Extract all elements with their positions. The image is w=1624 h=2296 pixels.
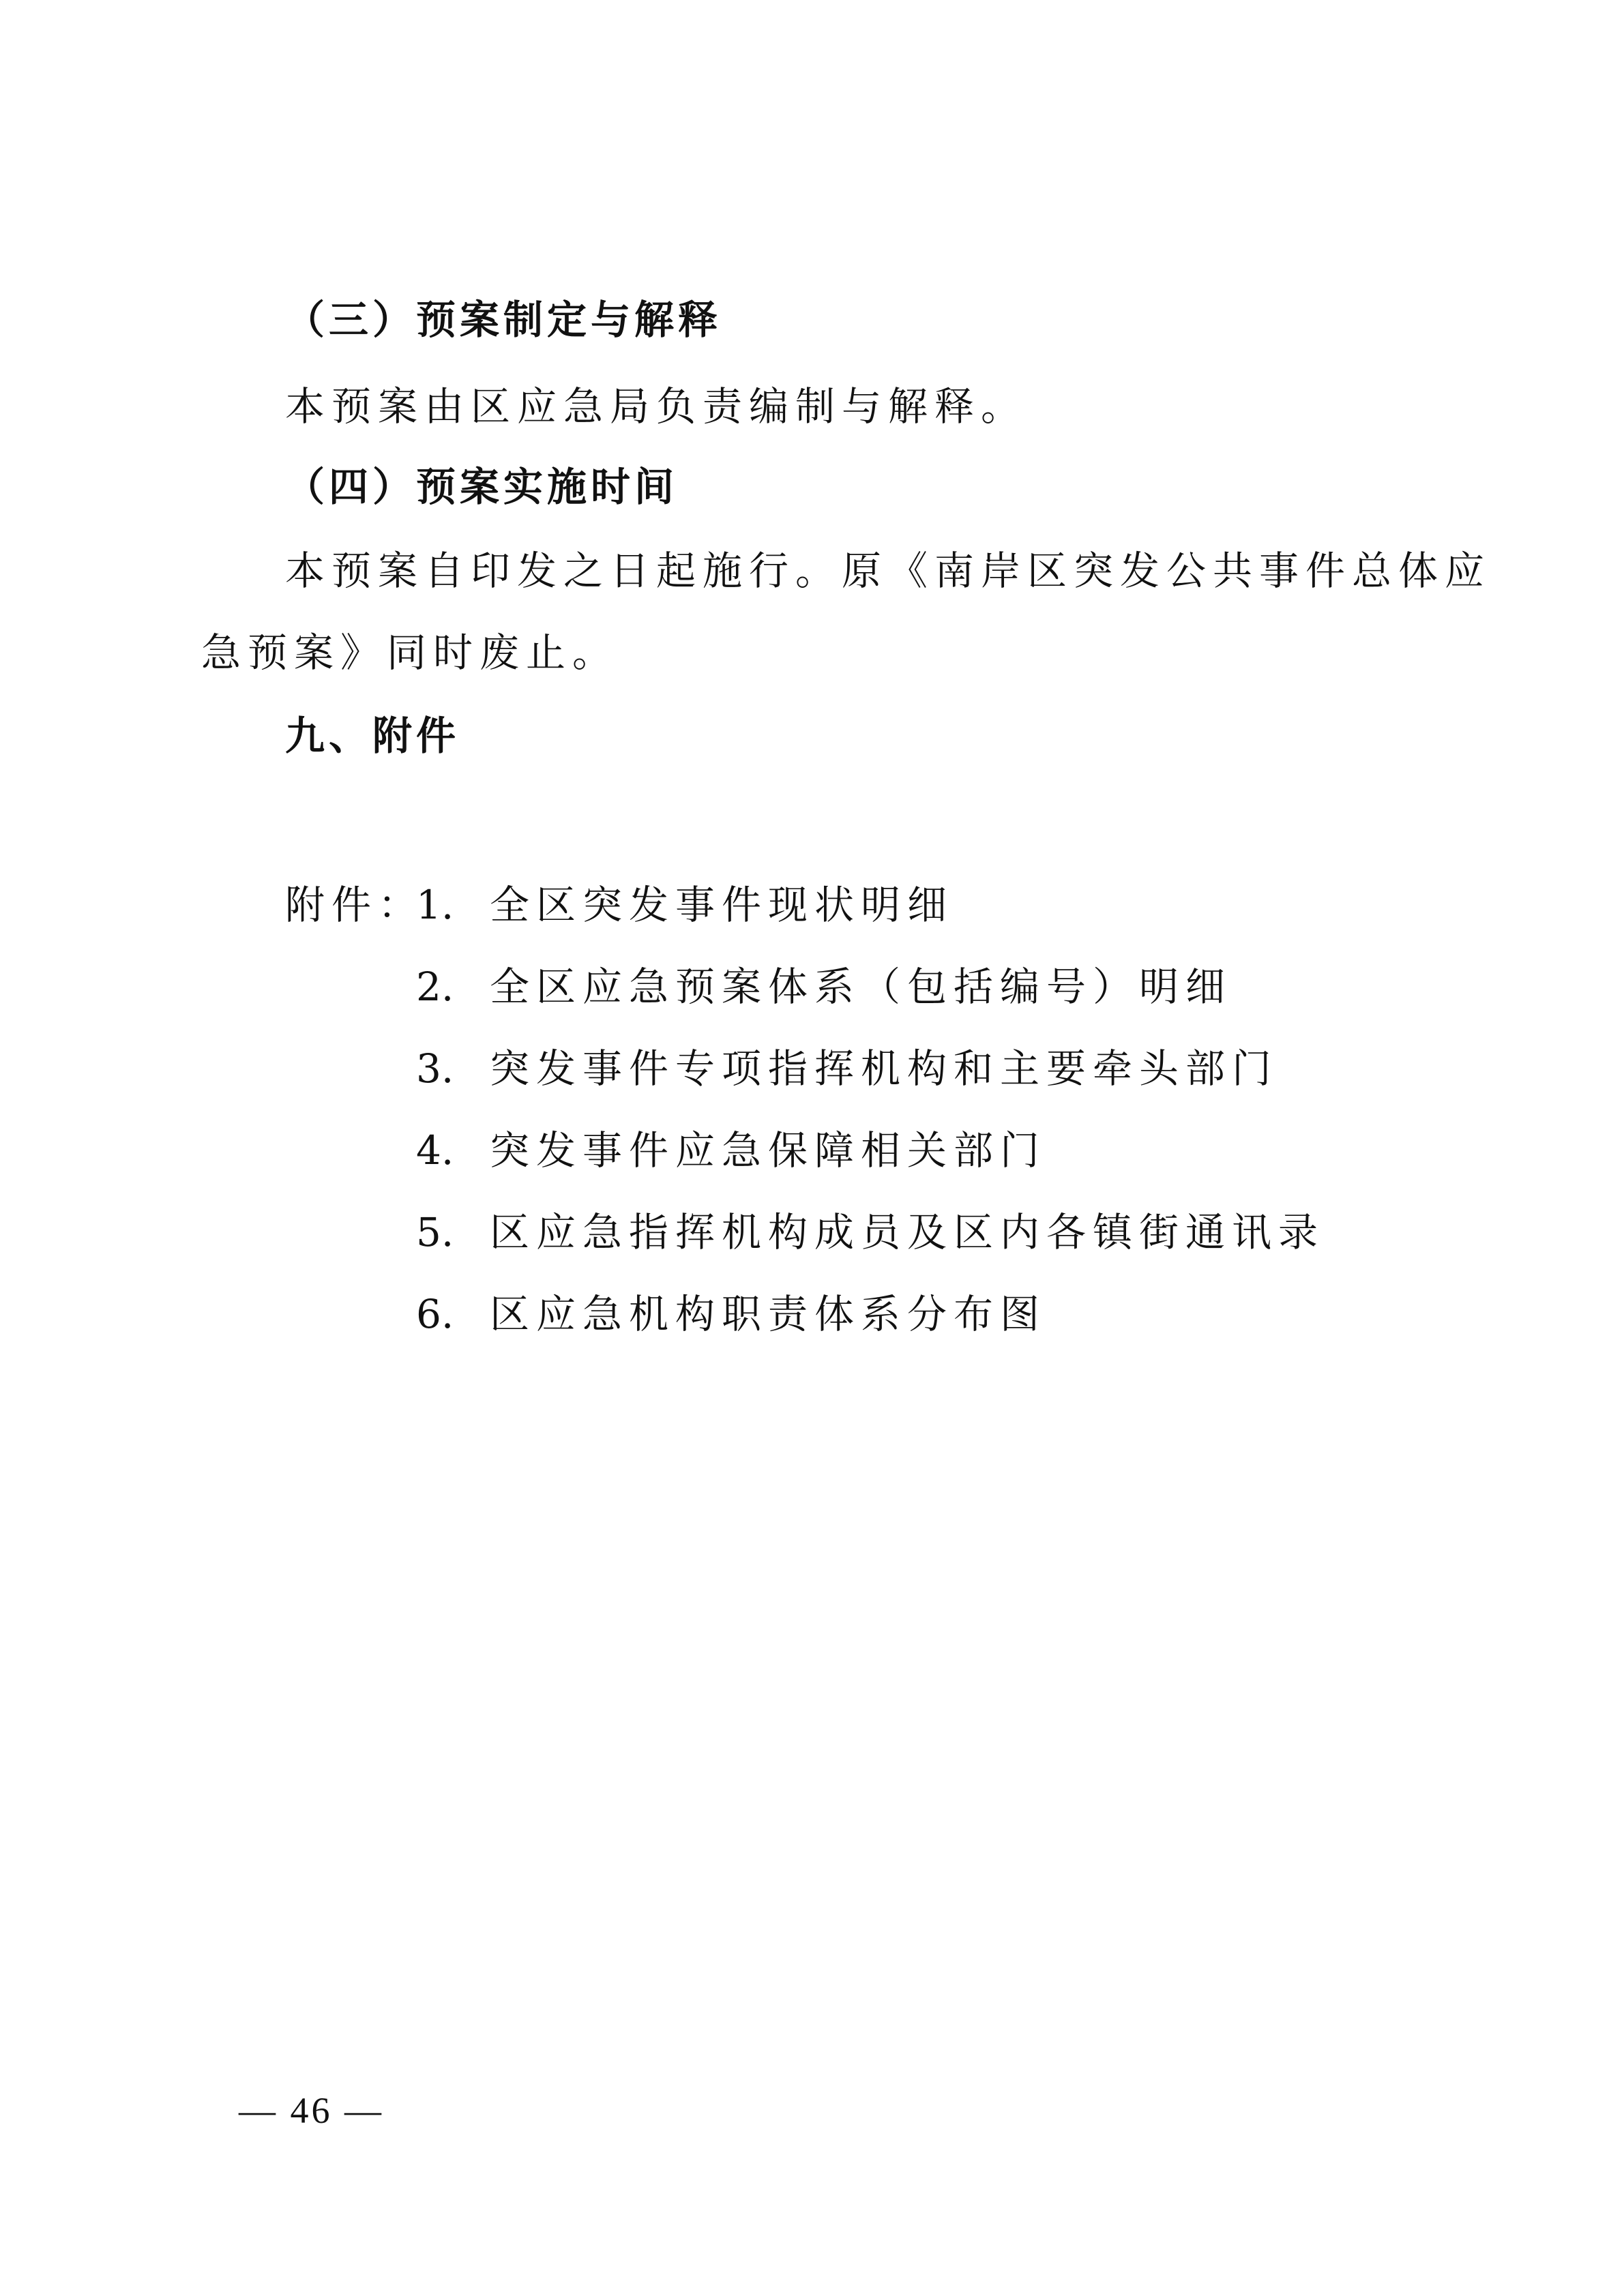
attachment-number: 2. <box>416 964 454 1010</box>
attachment-item <box>416 1127 1047 1174</box>
paragraph-implementation-line-2: 急预案》同时废止。 <box>201 629 619 676</box>
attachment-item <box>416 882 954 928</box>
attachment-title: 全区应急预案体系（包括编号）明细 <box>490 964 1232 1010</box>
attachments-label: 附件： <box>285 882 425 928</box>
attachment-title: 突发事件专项指挥机构和主要牵头部门 <box>490 1045 1279 1092</box>
attachment-number: 3. <box>416 1045 454 1092</box>
paragraph-interpretation: 本预案由区应急局负责编制与解释。 <box>285 383 1028 430</box>
section-heading-nine: 九、附件 <box>285 713 460 759</box>
attachment-number: 5. <box>416 1209 454 1255</box>
attachment-title: 突发事件应急保障相关部门 <box>490 1127 1047 1174</box>
attachment-title: 区应急机构职责体系分布图 <box>490 1291 1047 1337</box>
attachment-item <box>416 1209 1325 1255</box>
attachment-item <box>416 1291 1047 1337</box>
paragraph-implementation-line-1: 本预案自印发之日起施行。原《南岸区突发公共事件总体应 <box>285 548 1492 594</box>
attachment-title: 区应急指挥机构成员及区内各镇街通讯录 <box>490 1209 1325 1255</box>
attachment-number: 1. <box>416 882 454 928</box>
section-heading-four: （四）预案实施时间 <box>285 464 679 510</box>
attachment-number: 4. <box>416 1127 454 1174</box>
section-heading-three: （三）预案制定与解释 <box>285 297 722 343</box>
attachment-item <box>416 1045 1279 1092</box>
attachment-title: 全区突发事件现状明细 <box>490 882 954 928</box>
attachment-item <box>416 964 1232 1010</box>
attachment-number: 6. <box>416 1291 454 1337</box>
page-number: — 46 — <box>239 2090 384 2131</box>
